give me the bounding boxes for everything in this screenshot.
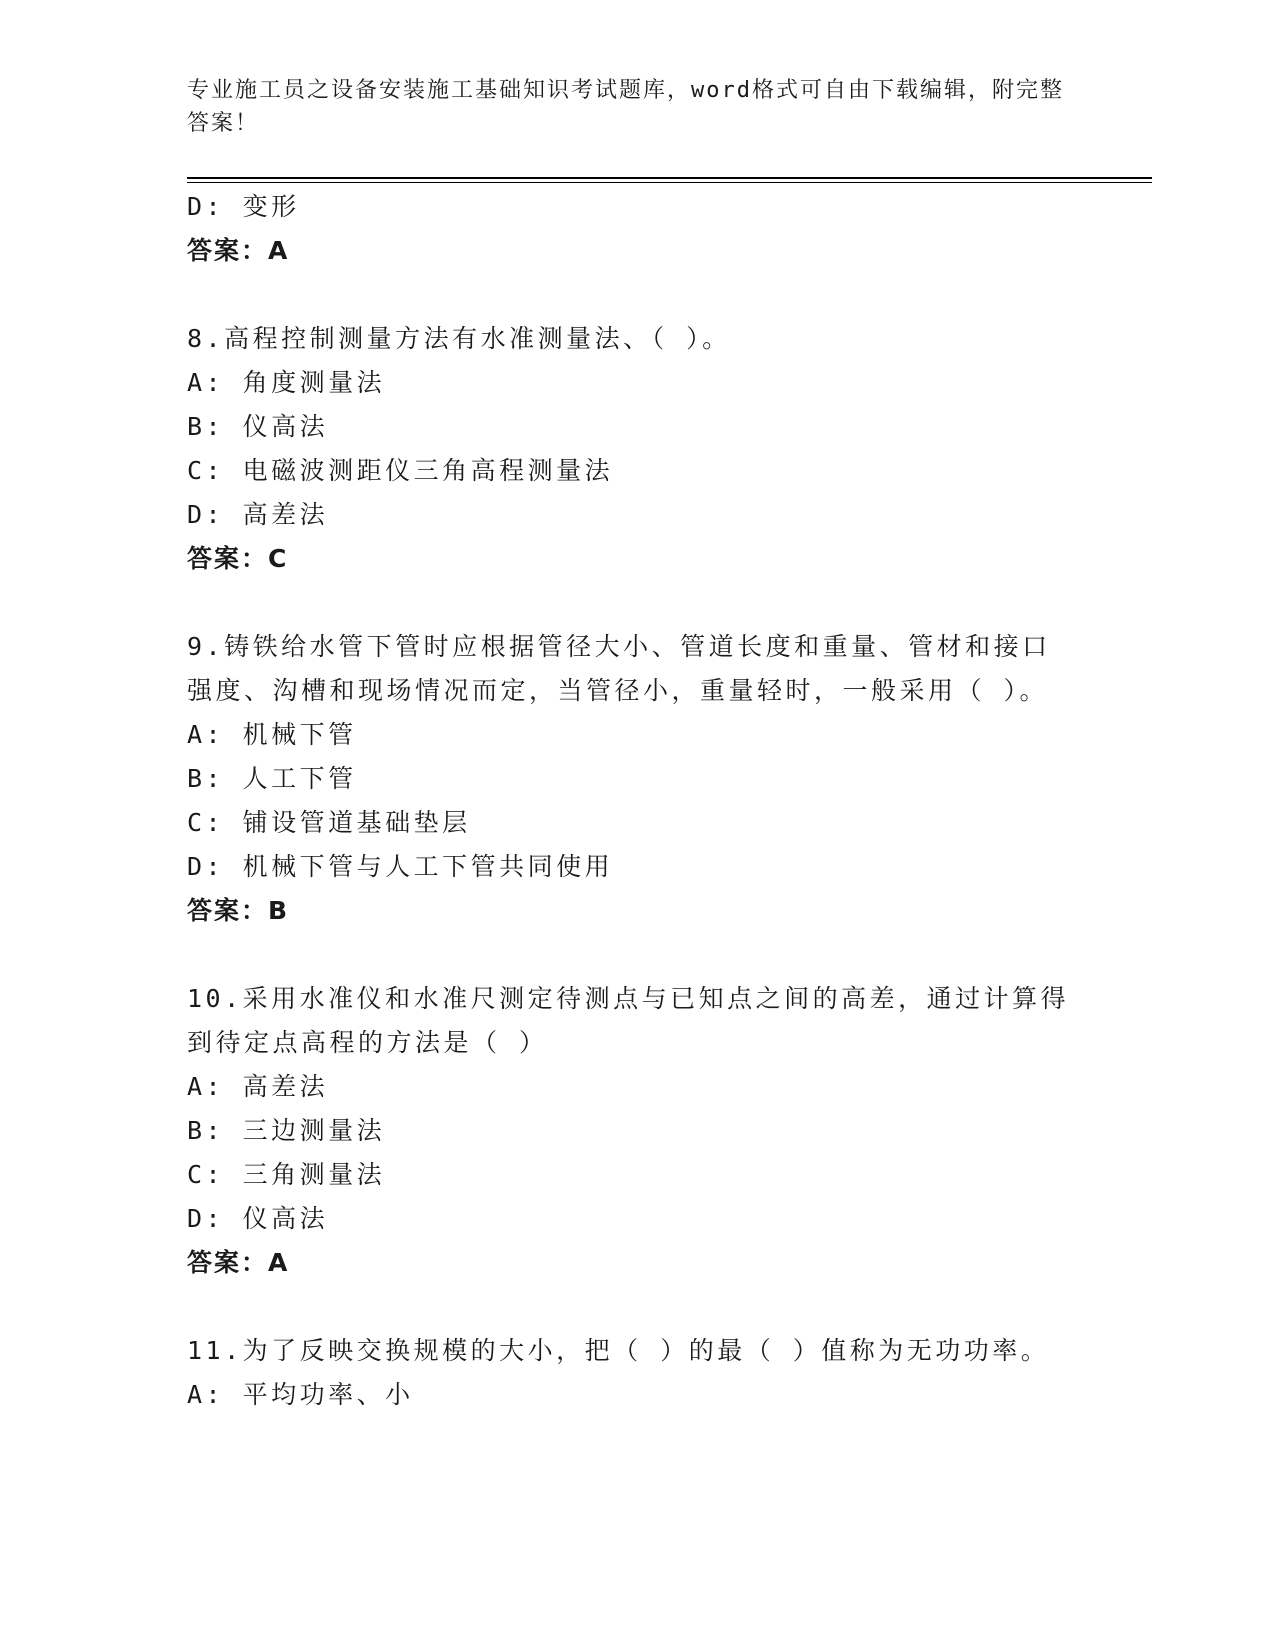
question-9-option-c: C: 铺设管道基础垫层 <box>187 808 471 837</box>
question-8-option-a: A: 角度测量法 <box>187 368 386 397</box>
question-9-option-b: B: 人工下管 <box>187 764 357 793</box>
question-8-answer: 答案：C <box>187 544 289 573</box>
question-9-option-a: A: 机械下管 <box>187 720 357 749</box>
question-10-stem-line-2: 到待定点高程的方法是（ ） <box>187 1028 548 1057</box>
question-10-option-d: D: 仪高法 <box>187 1204 329 1233</box>
question-9-answer: 答案：B <box>187 896 290 925</box>
prev-option-d: D: 变形 <box>187 192 300 221</box>
question-8-stem: 8.高程控制测量方法有水准测量法、（ ）。 <box>187 324 731 353</box>
question-11-stem: 11.为了反映交换规模的大小，把（ ）的最（ ）值称为无功功率。 <box>187 1336 1050 1365</box>
document-header: 专业施工员之设备安装施工基础知识考试题库，word格式可自由下载编辑，附完整答案！ <box>187 78 1064 136</box>
question-9-stem-line-2: 强度、沟槽和现场情况而定，当管径小，重量轻时，一般采用（ ）。 <box>187 676 1049 705</box>
question-8-option-b: B: 仪高法 <box>187 412 329 441</box>
question-10-answer: 答案：A <box>187 1248 290 1277</box>
question-8-option-d: D: 高差法 <box>187 500 329 529</box>
question-10-stem-line-1: 10.采用水准仪和水准尺测定待测点与已知点之间的高差，通过计算得 <box>187 984 1070 1013</box>
question-8-option-c: C: 电磁波测距仪三角高程测量法 <box>187 456 614 485</box>
question-10-option-b: B: 三边测量法 <box>187 1116 386 1145</box>
question-11-option-a: A: 平均功率、小 <box>187 1380 414 1409</box>
header-divider <box>187 177 1152 179</box>
question-9-option-d: D: 机械下管与人工下管共同使用 <box>187 852 614 881</box>
prev-answer: 答案：A <box>187 236 290 265</box>
question-10-option-a: A: 高差法 <box>187 1072 329 1101</box>
question-10-option-c: C: 三角测量法 <box>187 1160 386 1189</box>
question-9-stem-line-1: 9.铸铁给水管下管时应根据管径大小、管道长度和重量、管材和接口 <box>187 632 1051 661</box>
header-divider-thin <box>187 182 1152 183</box>
